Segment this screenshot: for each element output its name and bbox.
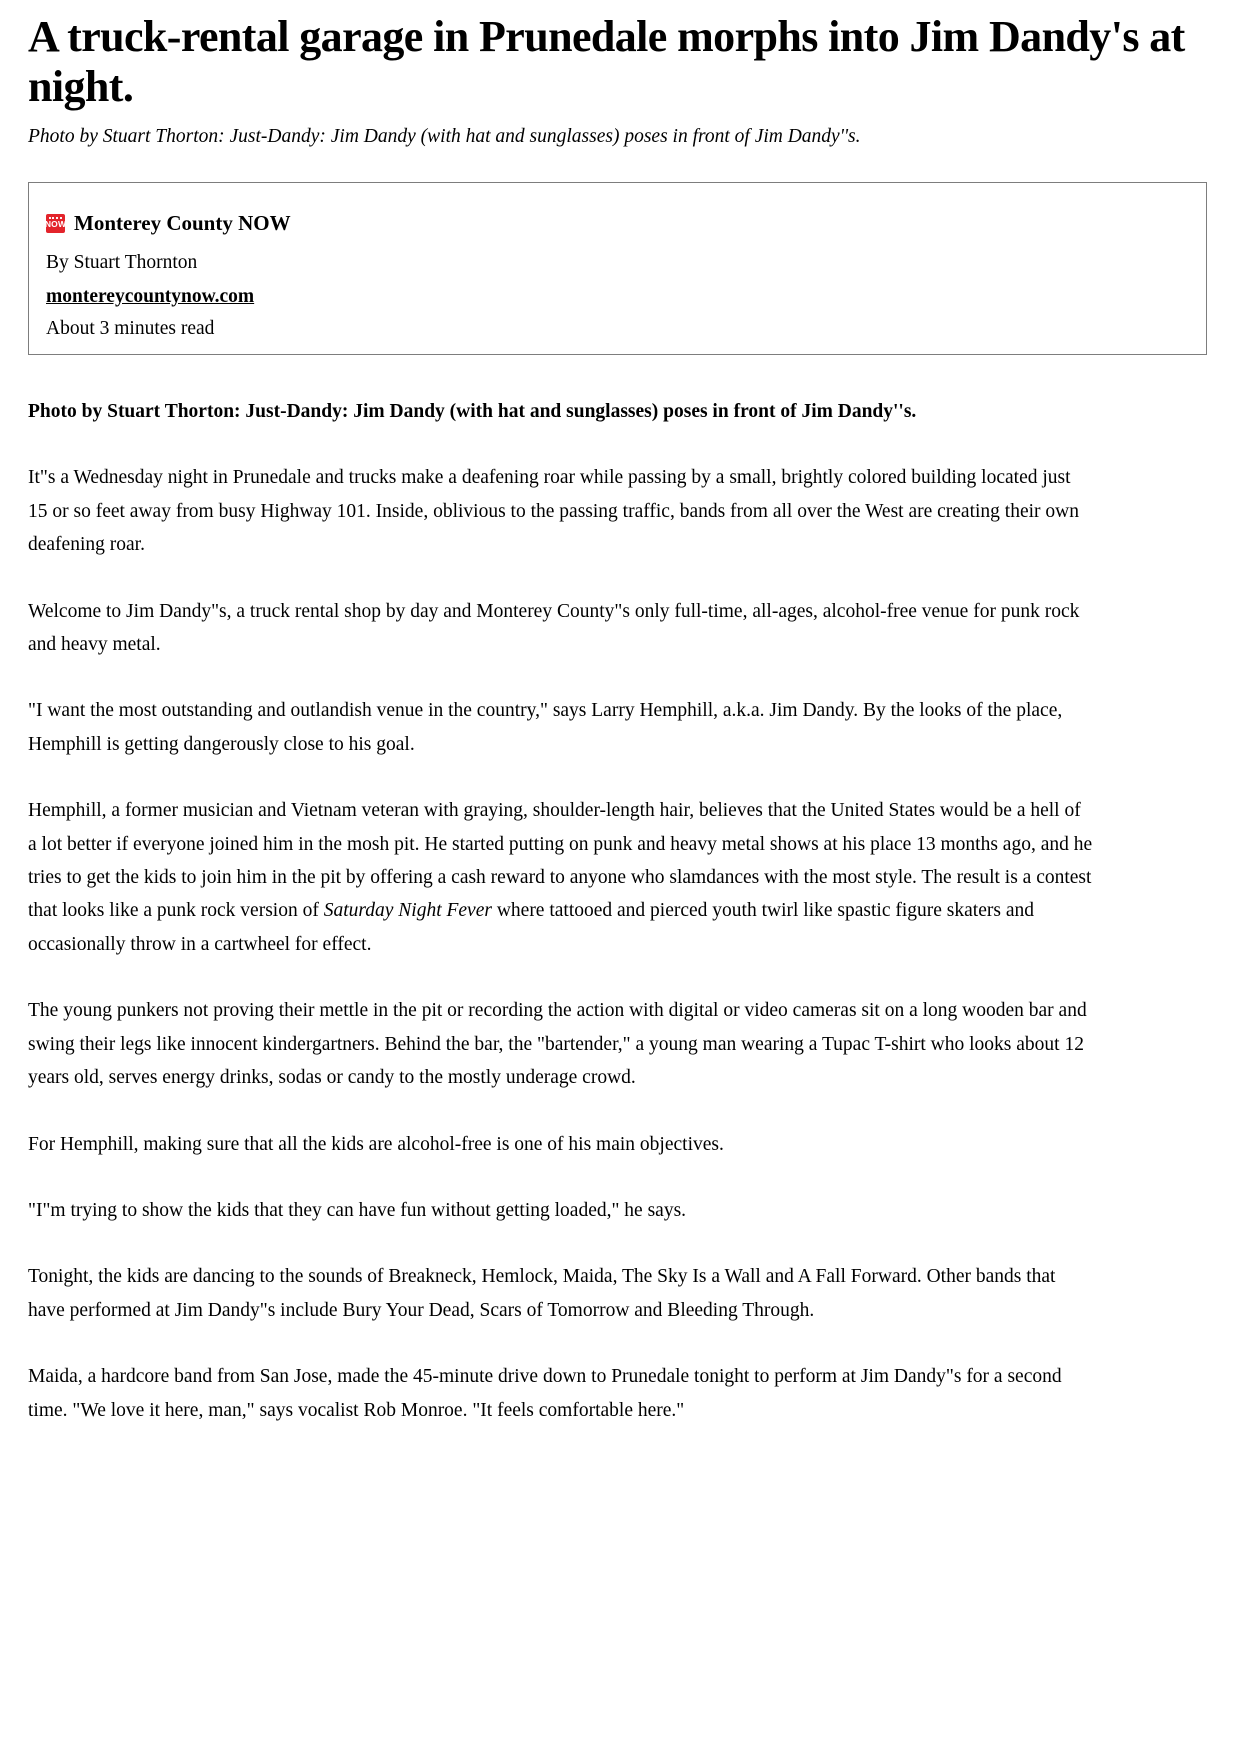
photo-caption: Photo by Stuart Thorton: Just-Dandy: Jim Dandy (with hat and sunglasses) poses in front of Jim Dandy''s. [28,126,861,147]
source-card [28,182,1207,355]
body-paragraph-7: "I"m trying to show the kids that they can have fun without getting loaded," he says. [28,1199,687,1221]
read-time: About 3 minutes read [46,318,215,339]
body-paragraph-3: "I want the most outstanding and outlandish venue in the country," says Larry Hemphill, a.k.a. Jim Dandy. By the looks of the place, Hemphill is getting dangerously close to his goal. [28,700,1063,755]
paragraph-4-text-pre: Hemphill, a former musician and Vietnam veteran with graying, shoulder-length hair, believes that the United States would be a hell of a lot better if everyone joined him in the mosh pit. He started putting on punk and heavy metal shows at his place 13 months ago, and he tries to get the kids to join him in the pit by offering a cash reward to anyone who slamdances with the most style. The result is a contest that looks like a punk rock version of [28,800,1093,922]
paragraph-4-text-post: where tattooed and pierced youth twirl like spastic figure skaters and occasionally throw in a cartwheel for effect. [28,900,1034,955]
page-title: A truck-rental garage in Prunedale morphs into Jim Dandy's at night. [28,12,1185,111]
body-paragraph-4 [28,794,1094,961]
body-paragraph-9: Maida, a hardcore band from San Jose, made the 45-minute drive down to Prunedale tonight to perform at Jim Dandy"s for a second time. "We love it here, man," says vocalist Rob Monroe. "It feels comfortable here." [28,1366,1062,1421]
paragraph-4-movie-title: Saturday Night Fever [323,900,492,922]
body-paragraph-5: The young punkers not proving their mettle in the pit or recording the action with digital or video cameras sit on a long wooden bar and swing their legs like innocent kindergartners. Behind the bar, the "bartender," a young man wearing a Tupac T-shirt who looks about 12 years old, serves energy drinks, sodas or candy to the mostly underage crowd. [28,1000,1087,1089]
body-paragraph-1: It"s a Wednesday night in Prunedale and trucks make a deafening roar while passing by a small, brightly colored building located just 15 or so feet away from busy Highway 101. Inside, oblivious to the passing traffic, bands from all over the West are creating their own deafening roar. [28,467,1079,556]
source-link[interactable]: montereycountynow.com [46,286,255,307]
body-paragraph-2: Welcome to Jim Dandy"s, a truck rental shop by day and Monterey County"s only full-time, all-ages, alcohol-free venue for punk rock and heavy metal. [28,600,1080,656]
monterey-now-logo-icon [46,214,65,233]
brand-row [46,212,1190,234]
lead-paragraph: Photo by Stuart Thorton: Just-Dandy: Jim Dandy (with hat and sunglasses) poses in front of Jim Dandy''s. [28,401,917,422]
body-paragraph-6: For Hemphill, making sure that all the kids are alcohol-free is one of his main objectives. [28,1133,724,1155]
brand-name: Monterey County NOW [74,211,291,235]
byline: By Stuart Thornton [46,252,198,273]
body-paragraph-8: Tonight, the kids are dancing to the sounds of Breakneck, Hemlock, Maida, The Sky Is a Wall and A Fall Forward. Other bands that have performed at Jim Dandy"s include Bury Your Dead, Scars of Tomorrow and Bleeding Through. [28,1266,1056,1321]
badge-now-text: NOW [44,219,67,229]
